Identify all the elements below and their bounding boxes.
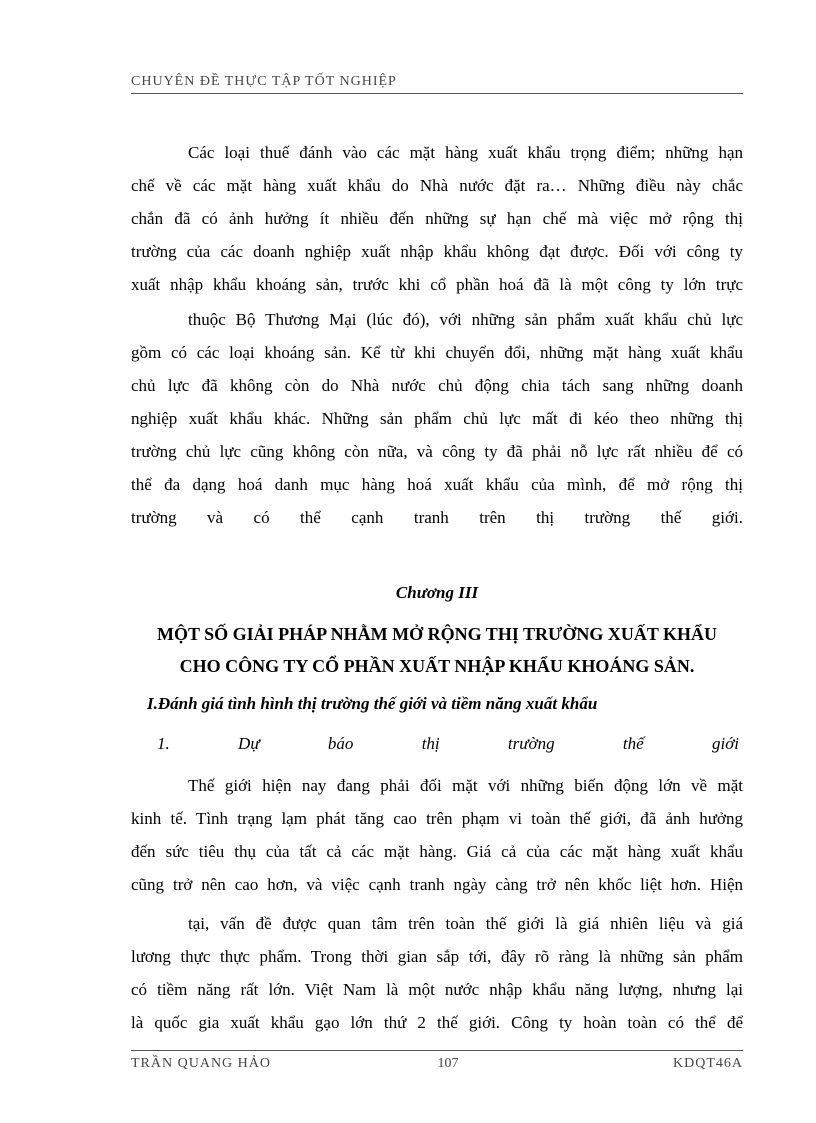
paragraph-line: nghiệp xuất khẩu khác. Những sản phẩm chủ lực mất đi kéo theo những thị (131, 409, 743, 428)
chapter-label: Chương III (395, 583, 479, 602)
paragraph-line: Thế giới hiện nay đang phải đối mặt với những biến động lớn về mặt (188, 776, 743, 795)
paragraph-line: lương thực thực phẩm. Trong thời gian sắp tới, đây rõ ràng là những sản phẩm (131, 947, 743, 966)
paragraph-line: trường và có thể cạnh tranh trên thị trường thế giới. (131, 508, 743, 527)
chapter-title-line-2: CHO CÔNG TY CỔ PHẦN XUẤT NHẬP KHẨU KHOÁNG SẢN. (179, 656, 695, 676)
paragraph-line: trường của các doanh nghiệp xuất nhập khẩu không đạt được. Đối với công ty (131, 242, 743, 261)
paragraph-line: cũng trở nên cao hơn, và việc cạnh tranh ngày càng trở nên khốc liệt hơn. Hiện (131, 875, 743, 894)
subsection-heading: 1. Dự báo thị trường thế giới (157, 734, 739, 753)
paragraph-line: thuộc Bộ Thương Mại (lúc đó), với những sản phẩm xuất khẩu chủ lực (188, 310, 743, 329)
footer-class-code: KDQT46A (673, 1056, 743, 1071)
paragraph-line: gồm có các loại khoáng sản. Kể từ khi chuyển đổi, những mặt hàng xuất khẩu (131, 343, 743, 362)
header-rule (131, 93, 743, 94)
section-heading: I.Đánh giá tình hình thị trường thế giới và tiềm năng xuất khẩu (147, 694, 598, 713)
paragraph-line: tại, vấn đề được quan tâm trên toàn thế giới là giá nhiên liệu và giá (188, 914, 743, 933)
paragraph-line: Các loại thuế đánh vào các mặt hàng xuất khẩu trọng điểm; những hạn (188, 143, 743, 162)
paragraph-line: chế về các mặt hàng xuất khẩu do Nhà nước đặt ra… Những điều này chắc (131, 176, 743, 195)
paragraph-line: có tiềm năng rất lớn. Việt Nam là một nước nhập khẩu năng lượng, nhưng lại (131, 980, 743, 999)
chapter-title-line-1: MỘT SỐ GIẢI PHÁP NHẰM MỞ RỘNG THỊ TRƯỜNG XUẤT KHẨU (156, 624, 718, 644)
paragraph-line: chủ lực đã không còn do Nhà nước chủ động chia tách sang những doanh (131, 376, 743, 395)
paragraph-line: kinh tế. Tình trạng lạm phát tăng cao trên phạm vi toàn thế giới, đã ảnh hưởng (131, 809, 743, 828)
paragraph-line: đến sức tiêu thụ của tất cả các mặt hàng. Giá cả của các mặt hàng xuất khẩu (131, 842, 743, 861)
footer-author: TRẦN QUANG HẢO (131, 1056, 271, 1071)
paragraph-line: chắn đã có ảnh hưởng ít nhiều đến những sự hạn chế mà việc mở rộng thị (131, 209, 743, 228)
running-header: CHUYÊN ĐỀ THỰC TẬP TỐT NGHIỆP (131, 74, 397, 89)
paragraph-line: thể đa dạng hoá danh mục hàng hoá xuất khẩu của mình, để mở rộng thị (131, 475, 743, 494)
paragraph-line: trường chủ lực cũng không còn nữa, và công ty đã phải nỗ lực rất nhiều để có (131, 442, 743, 461)
footer-rule (131, 1050, 743, 1051)
page-number: 107 (437, 1056, 459, 1071)
paragraph-line: xuất nhập khẩu khoáng sản, trước khi cổ phần hoá đã là một công ty lớn trực (131, 275, 743, 294)
paragraph-line: là quốc gia xuất khẩu gạo lớn thứ 2 thế giới. Công ty hoàn toàn có thể để (131, 1013, 743, 1032)
